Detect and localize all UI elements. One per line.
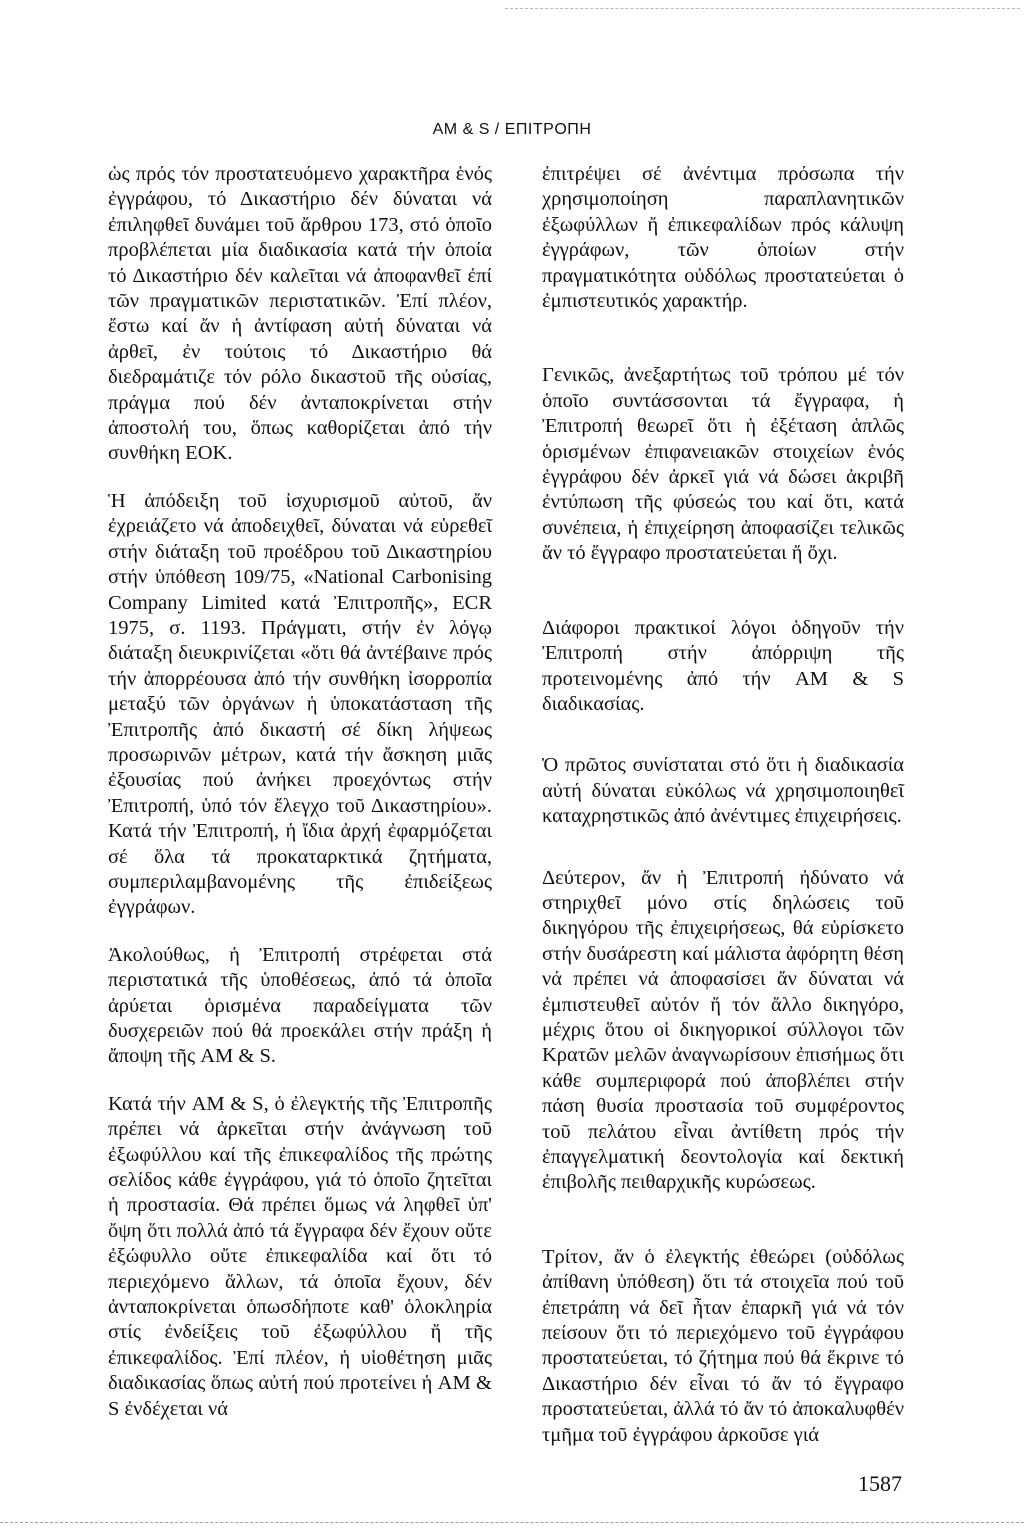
left-paragraph-1: ὡς πρός τόν προστατευόμενο χαρακτῆρα ἑνός ἐγγράφου, τό Δικαστήριο δέν δύναται νά ἐπιληφθεῖ δυνάμει τοῦ ἄρθρου 173, στό ὁποῖο προβλέπεται μία διαδικασία κατά τήν ὁποία τό Δικαστήριο δέν καλεῖται νά ἀποφανθεῖ ἐπί τῶν πραγματικῶν περιστατικῶν. Ἐπί πλέον, ἔστω καί ἄν ἡ ἀντίφαση αὐτή δύναται νά ἀρθεῖ, ἐν τούτοις τό Δικαστήριο θά διεδραμάτιζε τόν ρόλο δικαστοῦ τῆς οὐσίας, πράγμα πού δέν ἀνταποκρίνεται στήν ἀποστολή του, ὅπως καθορίζεται ἀπό τήν συνθήκη ΕΟΚ.	[108, 163, 492, 465]
right-paragraph-1: ἐπιτρέψει σέ ἀνέντιμα πρόσωπα τήν χρησιμοποίηση παραπλανητικῶν ἐξωφύλλων ἤ ἐπικεφαλίδων πρός κάλυψη ἐγγράφων, τῶν ὁποίων στήν πραγματικότητα οὐδόλως προστατεύεται ὁ ἐμπιστευτικός χαρακτήρ.	[542, 163, 904, 313]
running-header: AM & S / ΕΠΙΤΡΟΠΗ	[432, 121, 592, 138]
scan-border-top	[505, 8, 1020, 9]
right-paragraph-6: Τρίτον, ἄν ὁ ἐλεγκτής ἐθεώρει (οὐδόλως ἀπίθανη ὑπόθεση) ὅτι τά στοιχεῖα πού τοῦ ἐπετράπη νά δεῖ ἦταν ἐπαρκῆ γιά νά τόν πείσουν ὅτι τό περιεχόμενο τοῦ ἐγγράφου προστατεύεται, τό ζήτημα πού θά ἔκρινε τό Δικαστήριο δέν εἶναι τό ἄν τό ἔγγραφο προστατεύεται, ἀλλά τό ἄν τό ἀποκαλυφθέν τμῆμα τοῦ ἐγγράφου ἀρκοῦσε γιά	[542, 1245, 904, 1446]
left-paragraph-3: Ἀκολούθως, ἡ Ἐπιτροπή στρέφεται στά περιστατικά τῆς ὑποθέσεως, ἀπό τά ὁποῖα ἀρύεται ὁρισμένα παραδείγματα τῶν δυσχερειῶν πού θά προεκάλει στήν πράξη ἡ ἄποψη τῆς AM & S.	[108, 943, 492, 1068]
right-paragraph-3: Διάφοροι πρακτικοί λόγοι ὁδηγοῦν τήν Ἐπιτροπή στήν ἀπόρριψη τῆς προτεινομένης ἀπό τήν AM & S διαδικασίας.	[542, 616, 904, 715]
right-paragraph-2: Γενικῶς, ἀνεξαρτήτως τοῦ τρόπου μέ τόν ὁποῖο συντάσσονται τά ἔγγραφα, ἡ Ἐπιτροπή θεωρεῖ ὅτι ἡ ἐξέταση ἁπλῶς ὁρισμένων ἐπιφανειακῶν στοιχείων ἑνός ἐγγράφου δέν ἀρκεῖ γιά νά δώσει ἀκριβῆ ἐντύπωση τῆς φύσεώς του καί ὅτι, κατά συνέπεια, ἡ ἐπιχείρηση ἀποφασίζει τελικῶς ἄν τό ἔγγραφο προστατεύεται ἤ ὄχι.	[542, 364, 904, 565]
right-column	[542, 162, 904, 1497]
left-column	[108, 162, 492, 1444]
page-number: 1587	[858, 1471, 902, 1496]
scan-border-bottom	[0, 1522, 1024, 1523]
right-paragraph-4: Ὁ πρῶτος συνίσταται στό ὅτι ἡ διαδικασία αὐτή δύναται εὐκόλως νά χρησιμοποιηθεῖ καταχρηστικῶς ἀπό ἀνέντιμες ἐπιχειρήσεις.	[542, 754, 904, 828]
right-paragraph-5: Δεύτερον, ἄν ἡ Ἐπιτροπή ἠδύνατο νά στηριχθεῖ μόνο στίς δηλώσεις τοῦ δικηγόρου τῆς ἐπιχειρήσεως, θά εὑρίσκετο στήν δυσάρεστη καί μάλιστα ἀφόρητη θέση νά πρέπει νά ἀποφασίσει ἄν δύναται νά ἐμπιστευθεῖ αὐτόν ἤ τόν ἄλλο δικηγόρο, μέχρις ὅτου οἱ δικηγορικοί σύλλογοι τῶν Κρατῶν μελῶν ἀναγνωρίσουν ἐπισήμως ὅτι κάθε συμπεριφορά πού ἀποβλέπει στήν πάση θυσία προστασία τοῦ συμφέροντος τοῦ πελάτου εἶναι ἀντίθετη πρός τήν ἐπαγγελματική δεοντολογία καί δεκτική ἐπιβολῆς πειθαρχικῆς κυρώσεως.	[542, 866, 904, 1194]
left-paragraph-4: Κατά τήν AM & S, ὁ ἐλεγκτής τῆς Ἐπιτροπῆς πρέπει νά ἀρκεῖται στήν ἀνάγνωση τοῦ ἐξωφύλλου καί τῆς ἐπικεφαλίδος τῆς πρώτης σελίδος κάθε ἐγγράφου, γιά τό ὁποῖο ζητεῖται ἡ προστασία. Θά πρέπει ὅμως νά ληφθεῖ ὑπ' ὄψη ὅτι πολλά ἀπό τά ἔγγραφα δέν ἔχουν οὔτε ἐξώφυλλο οὔτε ἐπικεφαλίδα καί ὅτι τό περιεχόμενο ἄλλων, τά ὁποῖα ἔχουν, δέν ἀνταποκρίνεται ὁπωσδήποτε καθ' ὁλοκληρία στίς ἐνδείξεις τοῦ ἐξωφύλλου ἤ τῆς ἐπικεφαλίδος. Ἐπί πλέον, ἡ υἱοθέτηση μιᾶς διαδικασίας ὅπως αὐτή πού προτείνει ἡ AM & S ἐνδέχεται νά	[108, 1092, 492, 1420]
left-paragraph-2: Ἡ ἀπόδειξη τοῦ ἰσχυρισμοῦ αὐτοῦ, ἄν ἐχρειάζετο νά ἀποδειχθεῖ, δύναται νά εὑρεθεῖ στήν διάταξη τοῦ προέδρου τοῦ Δικαστηρίου στήν ὑπόθεση 109/75, «National Carbonising Company Limited κατά Ἐπιτροπῆς», ECR 1975, σ. 1193. Πράγματι, στήν ἐν λόγῳ διάταξη διευκρινίζεται «ὅτι θά ἀντέβαινε πρός τήν ἀπορρέουσα ἀπό τήν συνθήκη ἰσορροπία μεταξύ τῶν ὀργάνων ἡ ὑποκατάσταση τῆς Ἐπιτροπῆς ἀπό δικαστή σέ δίκη λήψεως προσωρινῶν μέτρων, κατά τήν ἄσκηση μιᾶς ἐξουσίας πού ἀνήκει προεχόντως στήν Ἐπιτροπή, ὑπό τόν ἔλεγχο τοῦ Δικαστηρίου». Κατά τήν Ἐπιτροπή, ἡ ἴδια ἀρχή ἐφαρμόζεται σέ ὅλα τά προκαταρκτικά ζητήματα, συμπεριλαμβανομένης τῆς ἐπιδείξεως ἐγγράφων.	[108, 489, 492, 919]
